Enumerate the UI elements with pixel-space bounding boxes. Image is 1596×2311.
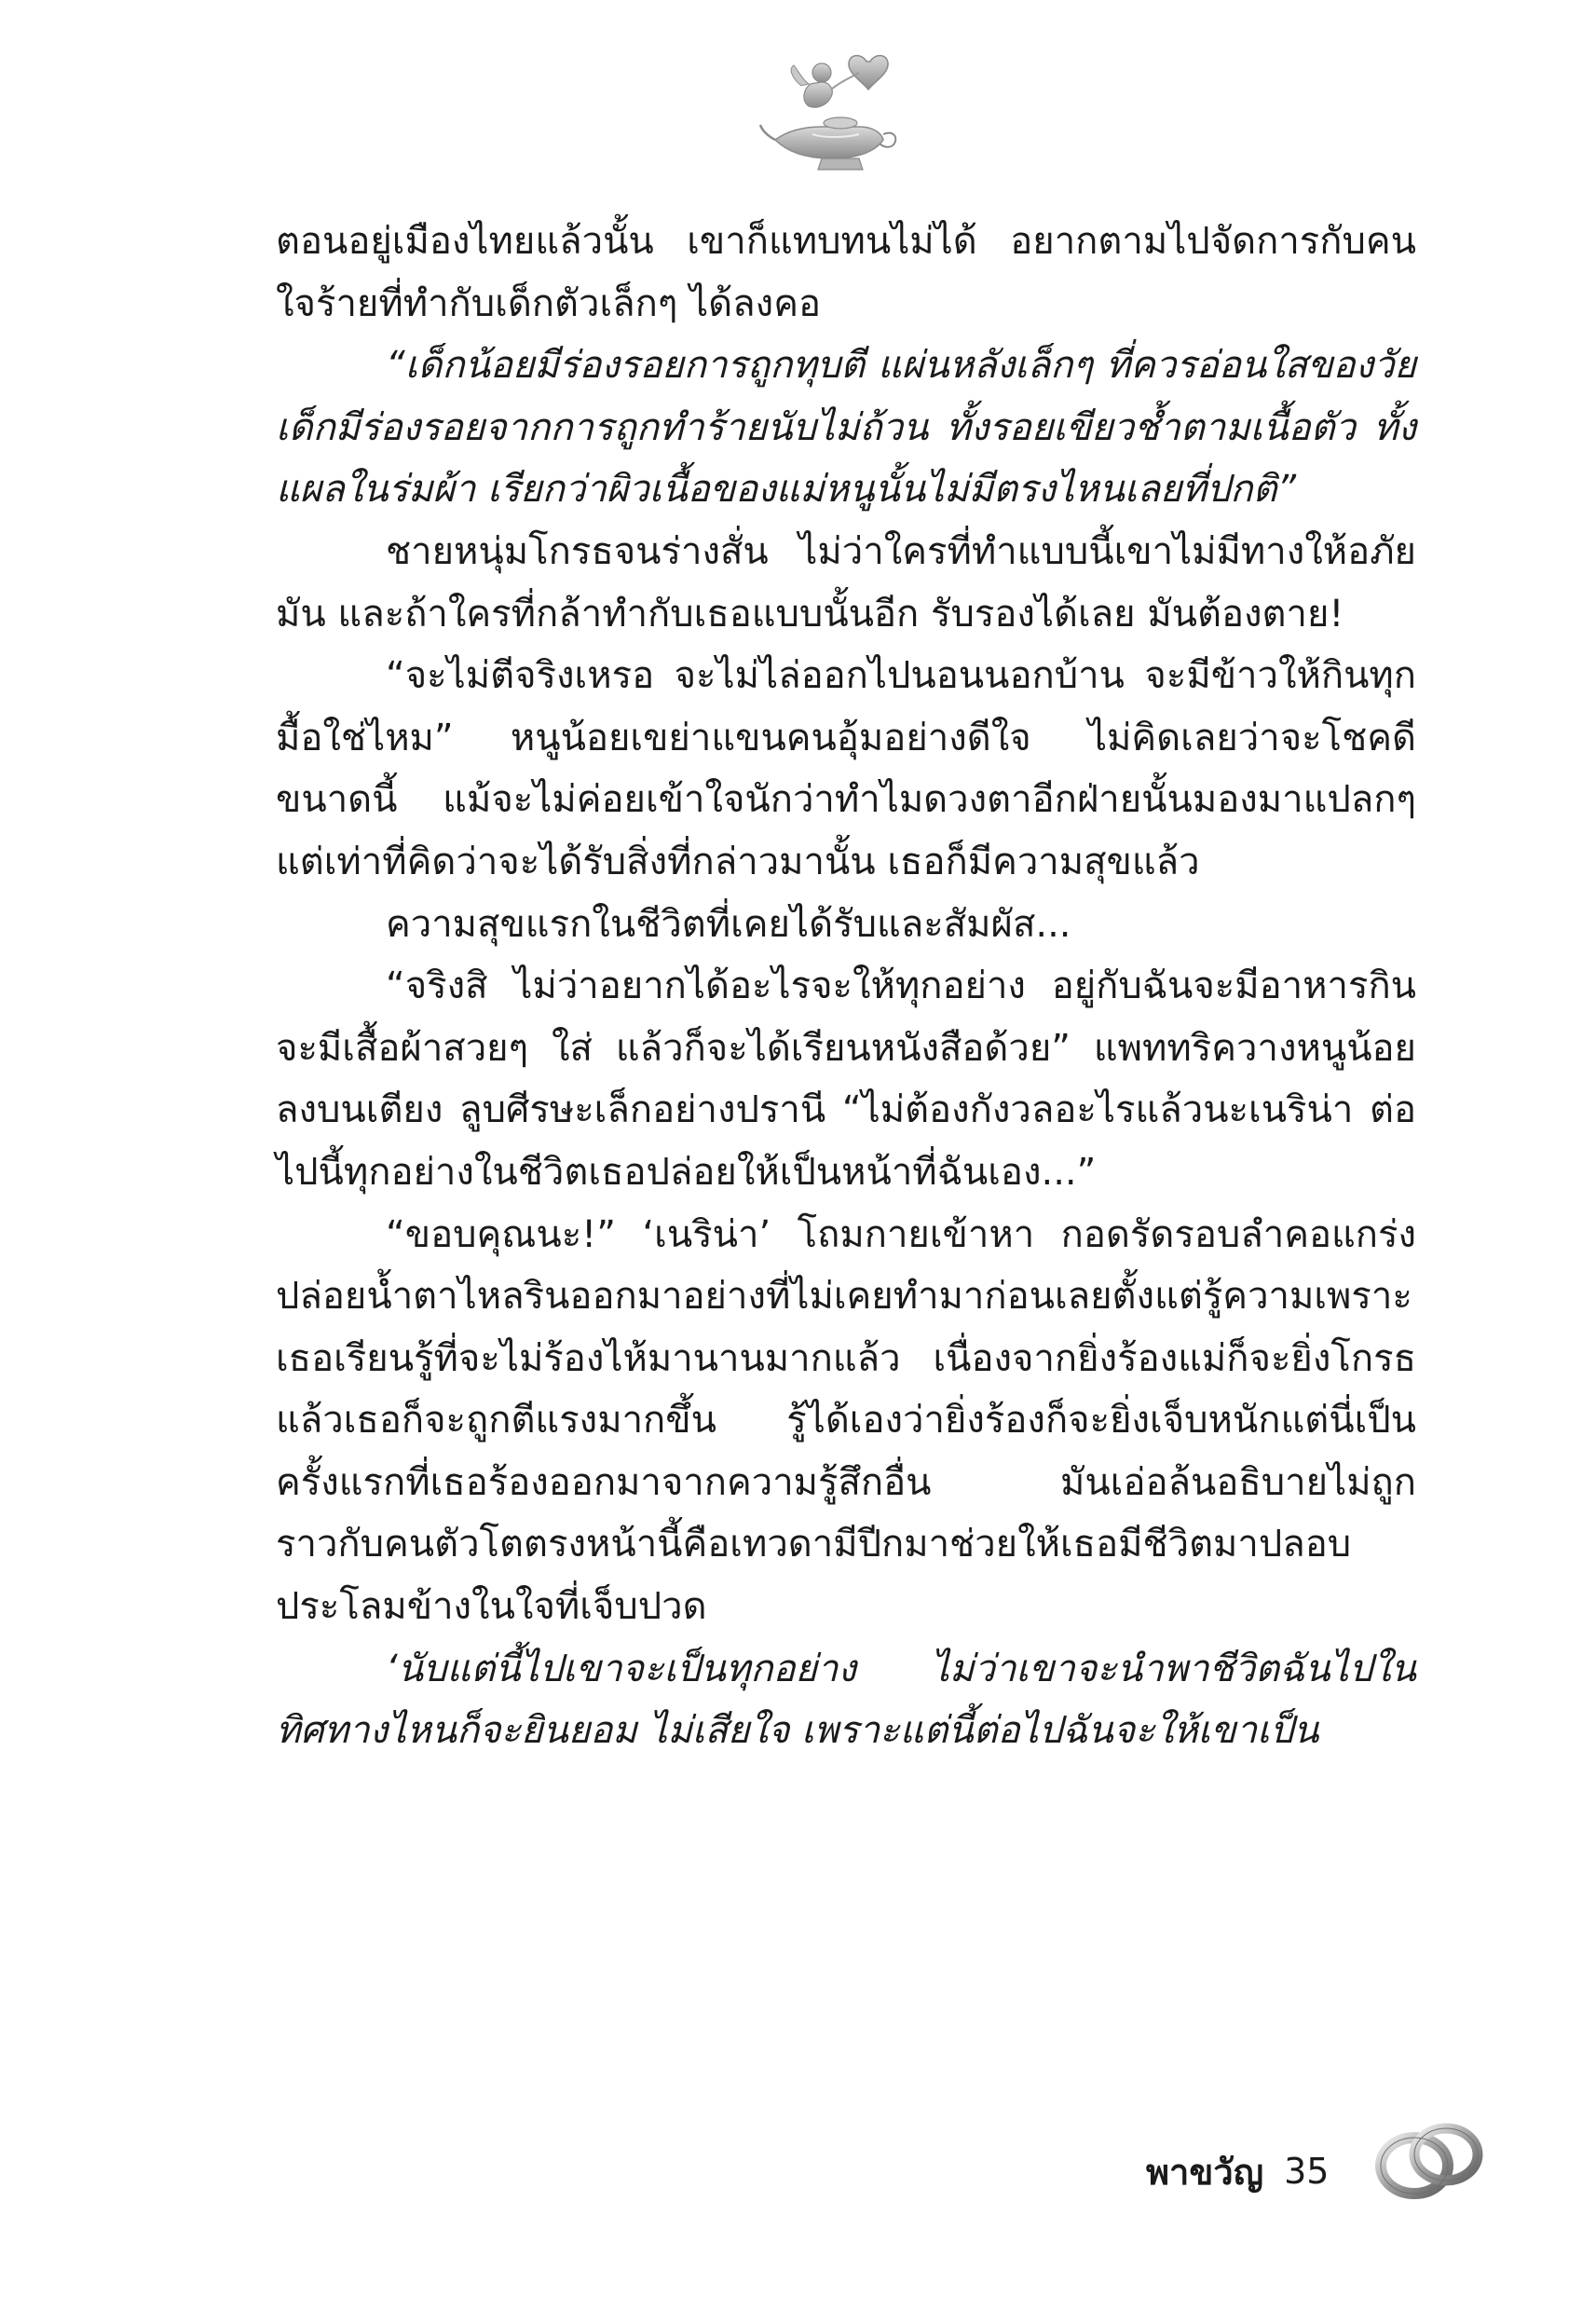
paragraph-4: “จะไม่ตีจริงเหรอ จะไม่ไล่ออกไปนอนนอกบ้าน จะมีข้าวให้กินทุกมื้อใช่ไหม” หนูน้อยเขย่าแขนคนอุ้มอย่างดีใจ ไม่คิดเลยว่าจะโชคดีขนาดนี้ แม้จะไม่ค่อยเข้าใจนักว่าทำไมดวงตาอีกฝ่ายนั้นมองมาแปลกๆ แต่เท่าที่คิดว่าจะได้รับสิ่งที่กล่าวมานั้น เธอก็มีความสุขแล้ว — [276, 654, 1416, 883]
paragraph-5: ความสุขแรกในชีวิตที่เคยได้รับและสัมผัส... — [386, 902, 1071, 946]
cupid-teapot-ornament-icon — [757, 45, 906, 185]
paragraph-6: “จริงสิ ไม่ว่าอยากได้อะไรจะให้ทุกอย่าง อยู่กับฉันจะมีอาหารกินจะมีเสื้อผ้าสวยๆ ใส่ แล้วก็จะได้เรียนหนังสือด้วย” แพททริควางหนูน้อยลงบนเตียง ลูบศีรษะเล็กอย่างปรานี “ไม่ต้องกังวลอะไรแล้วนะเนริน่า ต่อไปนี้ทุกอย่างในชีวิตเธอปล่อยให้เป็นหน้าที่ฉันเอง...” — [276, 964, 1416, 1194]
paragraph-1: ตอนอยู่เมืองไทยแล้วนั้น เขาก็แทบทนไม่ได้ อยากตามไปจัดการกับคนใจร้ายที่ทำกับเด็กตัวเล็กๆ ได้ลงคอ — [276, 220, 1416, 325]
paragraph-7: “ขอบคุณนะ!” ‘เนริน่า’ โถมกายเข้าหา กอดรัดรอบลำคอแกร่งปล่อยน้ำตาไหลรินออกมาอย่างที่ไม่เคยทำมาก่อนเลยตั้งแต่รู้ความเพราะเธอเรียนรู้ที่จะไม่ร้องไห้มานานมากแล้ว เนื่องจากยิ่งร้องแม่ก็จะยิ่งโกรธ แล้วเธอก็จะถูกตีแรงมากขึ้น รู้ได้เองว่ายิ่งร้องก็จะยิ่งเจ็บหนักแต่นี่เป็นครั้งแรกที่เธอร้องออกมาจากความรู้สึกอื่น มันเอ่อล้นอธิบายไม่ถูก ราวกับคนตัวโตตรงหน้านี้คือเทวดามีปีกมาช่วยให้เธอมีชีวิตมาปลอบประโลมข้างในใจที่เจ็บปวด — [276, 1212, 1416, 1629]
wedding-rings-icon — [1370, 2108, 1491, 2210]
book-title: พาขวัญ — [1146, 2151, 1264, 2193]
paragraph-8: ‘นับแต่นี้ไปเขาจะเป็นทุกอย่าง ไม่ว่าเขาจะนำพาชีวิตฉันไปในทิศทางไหนก็จะยินยอม ไม่เสียใจ เพราะแต่นี้ต่อไปฉันจะให้เขาเป็น — [276, 1647, 1416, 1753]
paragraph-2: “เด็กน้อยมีร่องรอยการถูกทุบตี แผ่นหลังเล็กๆ ที่ควรอ่อนใสของวัยเด็กมีร่องรอยจากการถูกทำร้ายนับไม่ถ้วน ทั้งรอยเขียวช้ำตามเนื้อตัว ทั้งแผลในร่มผ้า เรียกว่าผิวเนื้อของแม่หนูนั้นไม่มีตรงไหนเลยที่ปกติ” — [276, 344, 1416, 512]
paragraph-3: ชายหนุ่มโกรธจนร่างสั่น ไม่ว่าใครที่ทำแบบนี้เขาไม่มีทางให้อภัยมัน และถ้าใครที่กล้าทำกับเธอแบบนั้นอีก รับรองได้เลย มันต้องตาย! — [276, 529, 1416, 636]
story-text — [276, 211, 1416, 1762]
page-footer — [1146, 2134, 1329, 2208]
page-number: 35 — [1284, 2151, 1330, 2192]
